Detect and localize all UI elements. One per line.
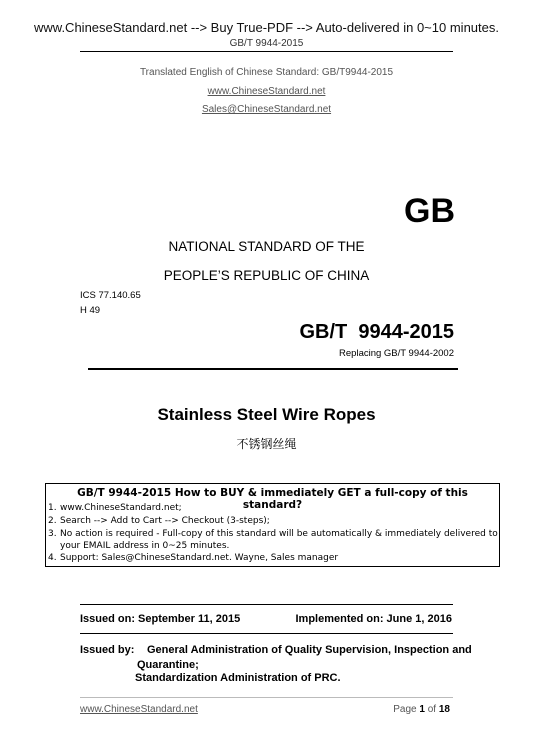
ics-code: ICS 77.140.65: [80, 290, 141, 301]
cover-divider: [88, 368, 458, 370]
national-standard-line1: NATIONAL STANDARD OF THE: [168, 239, 365, 254]
buy-step-3: [48, 529, 498, 539]
header-divider: [80, 51, 453, 52]
step-number: 4.: [48, 553, 57, 563]
buy-step-2: [48, 516, 270, 526]
top-banner: www.ChineseStandard.net --> Buy True-PDF --> Auto-delivered in 0~10 minutes.: [34, 20, 499, 35]
page-of: of: [427, 704, 437, 715]
page-label: Page: [393, 704, 417, 715]
national-standard-line2: PEOPLE’S REPUBLIC OF CHINA: [163, 268, 370, 283]
page-current: 1: [419, 704, 425, 715]
issued-on-date: Issued on: September 11, 2015: [80, 613, 241, 625]
document-title-cn: 不锈钢丝绳: [236, 437, 297, 451]
footer-divider: [80, 697, 453, 698]
page-total: 18: [438, 704, 450, 715]
step-text: No action is required - Full-copy of this standard will be automatically & immediately delivered to: [60, 529, 498, 539]
issued-by-line1: General Administration of Quality Supervision, Inspection and: [147, 644, 472, 656]
step-text: Search --> Add to Cart --> Checkout (3-steps);: [60, 516, 270, 526]
step-text[interactable]: www.ChineseStandard.net;: [60, 503, 182, 513]
step-text: your EMAIL address in 0~25 minutes.: [60, 541, 230, 551]
header-standard-code: GB/T 9944-2015: [229, 38, 304, 49]
footer-site-link[interactable]: www.ChineseStandard.net: [80, 704, 198, 715]
dates-bottom-divider: [80, 633, 453, 634]
site-link[interactable]: www.ChineseStandard.net: [207, 86, 326, 97]
issued-by-line2: Quarantine;: [137, 659, 199, 671]
buy-step-3-continued: [48, 541, 229, 551]
issued-by-label: Issued by:: [80, 644, 135, 656]
document-title-en: Stainless Steel Wire Ropes: [157, 405, 376, 424]
buy-step-1: [48, 503, 182, 513]
step-text: Support: Sales@ChineseStandard.net. Wayne, Sales manager: [60, 553, 339, 563]
buy-step-4: [48, 553, 338, 563]
buy-instructions-box: [45, 483, 500, 567]
step-number: 1.: [48, 503, 57, 513]
step-number: 2.: [48, 516, 57, 526]
implemented-on-date: Implemented on: June 1, 2016: [295, 613, 452, 625]
buy-box-title: GB/T 9944-2015 How to BUY & immediately GET a full-copy of this standard?: [77, 487, 468, 511]
email-link[interactable]: Sales@ChineseStandard.net: [201, 104, 332, 115]
dates-top-divider: [80, 604, 453, 605]
standard-number: GB/T 9944-2015: [299, 321, 454, 343]
translated-note: Translated English of Chinese Standard: GB/T9944-2015: [139, 67, 394, 78]
issued-by-line3: Standardization Administration of PRC.: [135, 672, 341, 684]
page-number: [393, 704, 450, 715]
replacing-note: Replacing GB/T 9944-2002: [339, 348, 454, 359]
gb-logo: GB: [404, 192, 455, 230]
step-number: 3.: [48, 529, 57, 539]
h-code: H 49: [80, 305, 101, 316]
